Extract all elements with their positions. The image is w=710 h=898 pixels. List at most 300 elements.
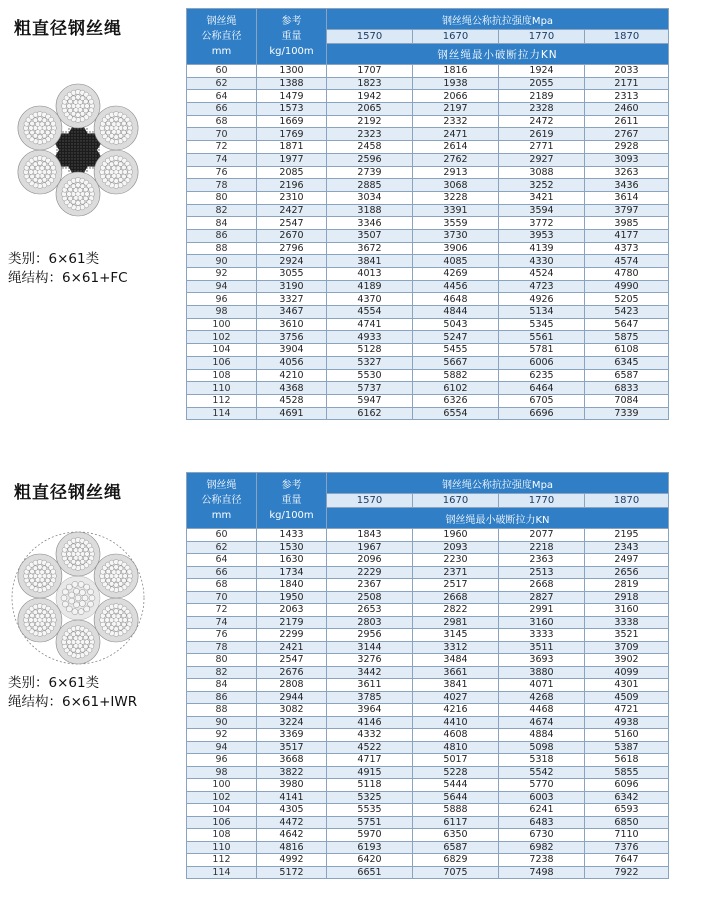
diameter-cell: 106: [187, 356, 257, 369]
force-cell: 2328: [499, 103, 585, 116]
force-cell: 4373: [585, 242, 669, 255]
force-cell: 4099: [585, 666, 669, 679]
force-cell: 1823: [327, 77, 413, 90]
header-diameter-line: mm: [211, 46, 232, 57]
force-cell: 5970: [327, 829, 413, 842]
force-cell: 6464: [499, 382, 585, 395]
table-row: [187, 65, 669, 78]
diameter-cell: 90: [187, 716, 257, 729]
diameter-cell: 88: [187, 704, 257, 717]
diameter-cell: 62: [187, 541, 257, 554]
breaking-force-table: [186, 8, 669, 420]
force-cell: 2508: [327, 591, 413, 604]
force-cell: 5118: [327, 779, 413, 792]
table-row: [187, 268, 669, 281]
weight-cell: 1950: [257, 591, 327, 604]
diameter-cell: 64: [187, 554, 257, 567]
weight-cell: 4642: [257, 829, 327, 842]
force-cell: 6593: [585, 804, 669, 817]
header-weight-line: kg/100m: [269, 46, 314, 57]
force-cell: 6350: [413, 829, 499, 842]
weight-cell: 2085: [257, 166, 327, 179]
force-cell: 1942: [327, 90, 413, 103]
force-cell: 5781: [499, 344, 585, 357]
table-row: [187, 654, 669, 667]
force-cell: 3484: [413, 654, 499, 667]
force-cell: 2093: [413, 541, 499, 554]
force-cell: 6829: [413, 854, 499, 867]
table-row: [187, 115, 669, 128]
table-row: [187, 866, 669, 879]
table-row: [187, 191, 669, 204]
force-cell: 3421: [499, 191, 585, 204]
force-cell: 4269: [413, 268, 499, 281]
force-cell: 2189: [499, 90, 585, 103]
diameter-cell: 104: [187, 344, 257, 357]
header-weight-line: 重量: [281, 495, 302, 506]
force-cell: 2323: [327, 128, 413, 141]
force-cell: 4330: [499, 255, 585, 268]
diameter-cell: 76: [187, 629, 257, 642]
force-cell: 4085: [413, 255, 499, 268]
diameter-cell: 82: [187, 666, 257, 679]
force-cell: 2619: [499, 128, 585, 141]
table-row: [187, 816, 669, 829]
weight-cell: 1977: [257, 153, 327, 166]
force-cell: 4674: [499, 716, 585, 729]
force-cell: 4146: [327, 716, 413, 729]
force-cell: 5647: [585, 318, 669, 331]
force-cell: 4574: [585, 255, 669, 268]
force-cell: 2611: [585, 115, 669, 128]
diameter-cell: 84: [187, 679, 257, 692]
force-cell: 2927: [499, 153, 585, 166]
weight-cell: 4141: [257, 791, 327, 804]
force-cell: 7339: [585, 407, 669, 420]
force-cell: 5455: [413, 344, 499, 357]
header-weight-line: 重量: [281, 31, 302, 42]
force-cell: 5667: [413, 356, 499, 369]
diameter-cell: 80: [187, 191, 257, 204]
force-cell: 2767: [585, 128, 669, 141]
force-cell: 3841: [327, 255, 413, 268]
weight-cell: 4305: [257, 804, 327, 817]
force-cell: 2065: [327, 103, 413, 116]
force-cell: 2656: [585, 566, 669, 579]
weight-cell: 1530: [257, 541, 327, 554]
diameter-cell: 64: [187, 90, 257, 103]
force-cell: 6982: [499, 841, 585, 854]
diameter-cell: 114: [187, 866, 257, 879]
force-cell: 5128: [327, 344, 413, 357]
force-cell: 4332: [327, 729, 413, 742]
table-row: [187, 754, 669, 767]
diameter-cell: 100: [187, 779, 257, 792]
force-cell: 6345: [585, 356, 669, 369]
force-cell: 2762: [413, 153, 499, 166]
diameter-cell: 94: [187, 280, 257, 293]
force-cell: 2653: [327, 604, 413, 617]
diameter-cell: 78: [187, 179, 257, 192]
force-cell: 6006: [499, 356, 585, 369]
table-row: [187, 829, 669, 842]
diameter-cell: 60: [187, 65, 257, 78]
table-row: [187, 153, 669, 166]
force-cell: 3880: [499, 666, 585, 679]
weight-cell: 2310: [257, 191, 327, 204]
force-cell: 3611: [327, 679, 413, 692]
weight-cell: 4691: [257, 407, 327, 420]
weight-cell: 4528: [257, 394, 327, 407]
force-cell: 6241: [499, 804, 585, 817]
header-weight: [257, 9, 327, 65]
weight-cell: 1388: [257, 77, 327, 90]
force-cell: 3276: [327, 654, 413, 667]
table-row: [187, 854, 669, 867]
force-cell: 7922: [585, 866, 669, 879]
header-diameter-line: 公称直径: [201, 495, 242, 506]
force-cell: 2332: [413, 115, 499, 128]
force-cell: 6342: [585, 791, 669, 804]
force-cell: 5228: [413, 766, 499, 779]
weight-cell: 2796: [257, 242, 327, 255]
force-cell: 2472: [499, 115, 585, 128]
force-cell: 2928: [585, 141, 669, 154]
force-cell: 4456: [413, 280, 499, 293]
weight-cell: 4992: [257, 854, 327, 867]
force-cell: 4071: [499, 679, 585, 692]
force-cell: 4554: [327, 306, 413, 319]
table-row: [187, 331, 669, 344]
diameter-cell: 108: [187, 369, 257, 382]
diameter-cell: 74: [187, 616, 257, 629]
header-weight-line: 参考: [281, 480, 302, 491]
force-cell: 4522: [327, 741, 413, 754]
force-cell: 6587: [413, 841, 499, 854]
force-cell: 6483: [499, 816, 585, 829]
force-cell: 4721: [585, 704, 669, 717]
force-cell: 6420: [327, 854, 413, 867]
force-cell: 3614: [585, 191, 669, 204]
force-cell: 4608: [413, 729, 499, 742]
force-cell: 5855: [585, 766, 669, 779]
table-row: [187, 306, 669, 319]
force-cell: 3841: [413, 679, 499, 692]
force-cell: 4884: [499, 729, 585, 742]
force-cell: 3672: [327, 242, 413, 255]
force-cell: 4780: [585, 268, 669, 281]
force-cell: 5444: [413, 779, 499, 792]
force-cell: 2819: [585, 579, 669, 592]
force-cell: 5205: [585, 293, 669, 306]
table-row: [187, 141, 669, 154]
table-row: [187, 77, 669, 90]
diameter-cell: 102: [187, 331, 257, 344]
force-cell: 3088: [499, 166, 585, 179]
table-row: [187, 554, 669, 567]
force-cell: 5770: [499, 779, 585, 792]
force-cell: 3263: [585, 166, 669, 179]
weight-cell: 5172: [257, 866, 327, 879]
diameter-cell: 72: [187, 141, 257, 154]
force-cell: 2195: [585, 529, 669, 542]
weight-cell: 2676: [257, 666, 327, 679]
force-cell: 5882: [413, 369, 499, 382]
weight-cell: 4056: [257, 356, 327, 369]
weight-cell: 1769: [257, 128, 327, 141]
force-cell: 2343: [585, 541, 669, 554]
table-row: [187, 128, 669, 141]
diameter-cell: 70: [187, 591, 257, 604]
rope-structure: 绳结构：6×61+IWR: [8, 694, 138, 710]
force-cell: 4648: [413, 293, 499, 306]
force-cell: 6096: [585, 779, 669, 792]
header-diameter: [187, 9, 257, 65]
force-cell: 2458: [327, 141, 413, 154]
force-cell: 6850: [585, 816, 669, 829]
force-cell: 2918: [585, 591, 669, 604]
force-cell: 4717: [327, 754, 413, 767]
force-cell: 2803: [327, 616, 413, 629]
force-cell: 2913: [413, 166, 499, 179]
force-cell: 1938: [413, 77, 499, 90]
force-cell: 6587: [585, 369, 669, 382]
table-row: [187, 242, 669, 255]
rope-section-iwr: [0, 466, 710, 896]
weight-cell: 4472: [257, 816, 327, 829]
force-cell: 5423: [585, 306, 669, 319]
force-cell: 4139: [499, 242, 585, 255]
force-cell: 5888: [413, 804, 499, 817]
rope-section-fc: [0, 0, 710, 445]
force-cell: 2981: [413, 616, 499, 629]
force-cell: 3145: [413, 629, 499, 642]
force-cell: 2229: [327, 566, 413, 579]
force-cell: 6235: [499, 369, 585, 382]
table-row: [187, 529, 669, 542]
table-row: [187, 579, 669, 592]
weight-cell: 1734: [257, 566, 327, 579]
rope-category: 类别：6×61类: [8, 675, 100, 691]
diameter-cell: 88: [187, 242, 257, 255]
force-cell: 4933: [327, 331, 413, 344]
force-cell: 3661: [413, 666, 499, 679]
force-cell: 5561: [499, 331, 585, 344]
table-row: [187, 407, 669, 420]
force-cell: 4509: [585, 691, 669, 704]
header-weight-line: 参考: [281, 16, 302, 27]
force-cell: 2192: [327, 115, 413, 128]
table-row: [187, 791, 669, 804]
header-weight: [257, 473, 327, 529]
table-row: [187, 666, 669, 679]
diameter-cell: 86: [187, 691, 257, 704]
header-diameter: [187, 473, 257, 529]
weight-cell: 2299: [257, 629, 327, 642]
diameter-cell: 110: [187, 841, 257, 854]
force-cell: 3436: [585, 179, 669, 192]
force-cell: 3730: [413, 229, 499, 242]
force-cell: 2371: [413, 566, 499, 579]
weight-cell: 3822: [257, 766, 327, 779]
force-cell: 2197: [413, 103, 499, 116]
table-row: [187, 679, 669, 692]
table-row: [187, 841, 669, 854]
diameter-cell: 102: [187, 791, 257, 804]
header-grade: 1670: [413, 494, 499, 508]
force-cell: 7110: [585, 829, 669, 842]
force-cell: 2596: [327, 153, 413, 166]
weight-cell: 2547: [257, 654, 327, 667]
force-cell: 7498: [499, 866, 585, 879]
force-cell: 5134: [499, 306, 585, 319]
force-cell: 7376: [585, 841, 669, 854]
table-row: [187, 729, 669, 742]
weight-cell: 4210: [257, 369, 327, 382]
table-row: [187, 766, 669, 779]
force-cell: 2513: [499, 566, 585, 579]
table-row: [187, 691, 669, 704]
force-cell: 3902: [585, 654, 669, 667]
force-cell: 4013: [327, 268, 413, 281]
diameter-cell: 72: [187, 604, 257, 617]
table-row: [187, 741, 669, 754]
force-cell: 5387: [585, 741, 669, 754]
force-cell: 5530: [327, 369, 413, 382]
force-cell: 4915: [327, 766, 413, 779]
table-row: [187, 255, 669, 268]
force-cell: 5098: [499, 741, 585, 754]
header-strength-title: 钢丝绳公称抗拉强度Mpa: [327, 9, 669, 30]
table-row: [187, 394, 669, 407]
weight-cell: 3517: [257, 741, 327, 754]
table-row: [187, 293, 669, 306]
section-heading: 粗直径钢丝绳: [14, 19, 122, 39]
table-row: [187, 179, 669, 192]
weight-cell: 3610: [257, 318, 327, 331]
force-cell: 3144: [327, 641, 413, 654]
force-cell: 2367: [327, 579, 413, 592]
rope-cross-section-fc-icon: [8, 80, 148, 220]
force-cell: 3559: [413, 217, 499, 230]
diameter-cell: 110: [187, 382, 257, 395]
diameter-cell: 70: [187, 128, 257, 141]
diameter-cell: 106: [187, 816, 257, 829]
force-cell: 3160: [499, 616, 585, 629]
force-cell: 5535: [327, 804, 413, 817]
weight-cell: 1630: [257, 554, 327, 567]
diameter-cell: 62: [187, 77, 257, 90]
force-cell: 4741: [327, 318, 413, 331]
header-strength-title: 钢丝绳公称抗拉强度Mpa: [327, 473, 669, 494]
weight-cell: 1479: [257, 90, 327, 103]
force-cell: 5160: [585, 729, 669, 742]
force-cell: 3160: [585, 604, 669, 617]
weight-cell: 4816: [257, 841, 327, 854]
header-force-title: 钢丝绳最小破断拉力KN: [327, 44, 669, 65]
diameter-cell: 66: [187, 103, 257, 116]
diameter-cell: 98: [187, 306, 257, 319]
force-cell: 4177: [585, 229, 669, 242]
force-cell: 2460: [585, 103, 669, 116]
rope-info: [8, 250, 128, 288]
weight-cell: 3224: [257, 716, 327, 729]
table-row: [187, 566, 669, 579]
force-cell: 2096: [327, 554, 413, 567]
force-cell: 2885: [327, 179, 413, 192]
force-cell: 4810: [413, 741, 499, 754]
force-cell: 1960: [413, 529, 499, 542]
force-cell: 5318: [499, 754, 585, 767]
force-cell: 2668: [413, 591, 499, 604]
force-cell: 3068: [413, 179, 499, 192]
force-cell: 2218: [499, 541, 585, 554]
weight-cell: 2670: [257, 229, 327, 242]
force-cell: 3507: [327, 229, 413, 242]
force-cell: 5751: [327, 816, 413, 829]
force-cell: 4301: [585, 679, 669, 692]
force-cell: 4844: [413, 306, 499, 319]
force-cell: 6705: [499, 394, 585, 407]
force-cell: 7647: [585, 854, 669, 867]
force-cell: 2313: [585, 90, 669, 103]
table-row: [187, 103, 669, 116]
weight-cell: 3904: [257, 344, 327, 357]
weight-cell: 1433: [257, 529, 327, 542]
diameter-cell: 90: [187, 255, 257, 268]
diameter-cell: 100: [187, 318, 257, 331]
diameter-cell: 92: [187, 268, 257, 281]
rope-cross-section-iwr-icon: [8, 528, 148, 668]
force-cell: 6102: [413, 382, 499, 395]
diameter-cell: 114: [187, 407, 257, 420]
header-grade: 1670: [413, 30, 499, 44]
force-cell: 2230: [413, 554, 499, 567]
force-cell: 3338: [585, 616, 669, 629]
force-cell: 3772: [499, 217, 585, 230]
force-cell: 2497: [585, 554, 669, 567]
weight-cell: 1840: [257, 579, 327, 592]
force-cell: 2077: [499, 529, 585, 542]
force-cell: 4370: [327, 293, 413, 306]
force-cell: 4410: [413, 716, 499, 729]
force-cell: 5947: [327, 394, 413, 407]
weight-cell: 3369: [257, 729, 327, 742]
weight-cell: 2421: [257, 641, 327, 654]
weight-cell: 3327: [257, 293, 327, 306]
header-diameter-line: mm: [211, 510, 232, 521]
table-row: [187, 641, 669, 654]
force-cell: 6117: [413, 816, 499, 829]
weight-cell: 1573: [257, 103, 327, 116]
table-row: [187, 318, 669, 331]
table-row: [187, 344, 669, 357]
force-cell: 3985: [585, 217, 669, 230]
table-row: [187, 779, 669, 792]
table-row: [187, 541, 669, 554]
force-cell: 2471: [413, 128, 499, 141]
force-cell: 1967: [327, 541, 413, 554]
force-cell: 3797: [585, 204, 669, 217]
diameter-cell: 84: [187, 217, 257, 230]
force-cell: 6193: [327, 841, 413, 854]
table-row: [187, 716, 669, 729]
diameter-cell: 96: [187, 293, 257, 306]
force-cell: 5618: [585, 754, 669, 767]
force-cell: 7075: [413, 866, 499, 879]
diameter-cell: 82: [187, 204, 257, 217]
diameter-cell: 96: [187, 754, 257, 767]
